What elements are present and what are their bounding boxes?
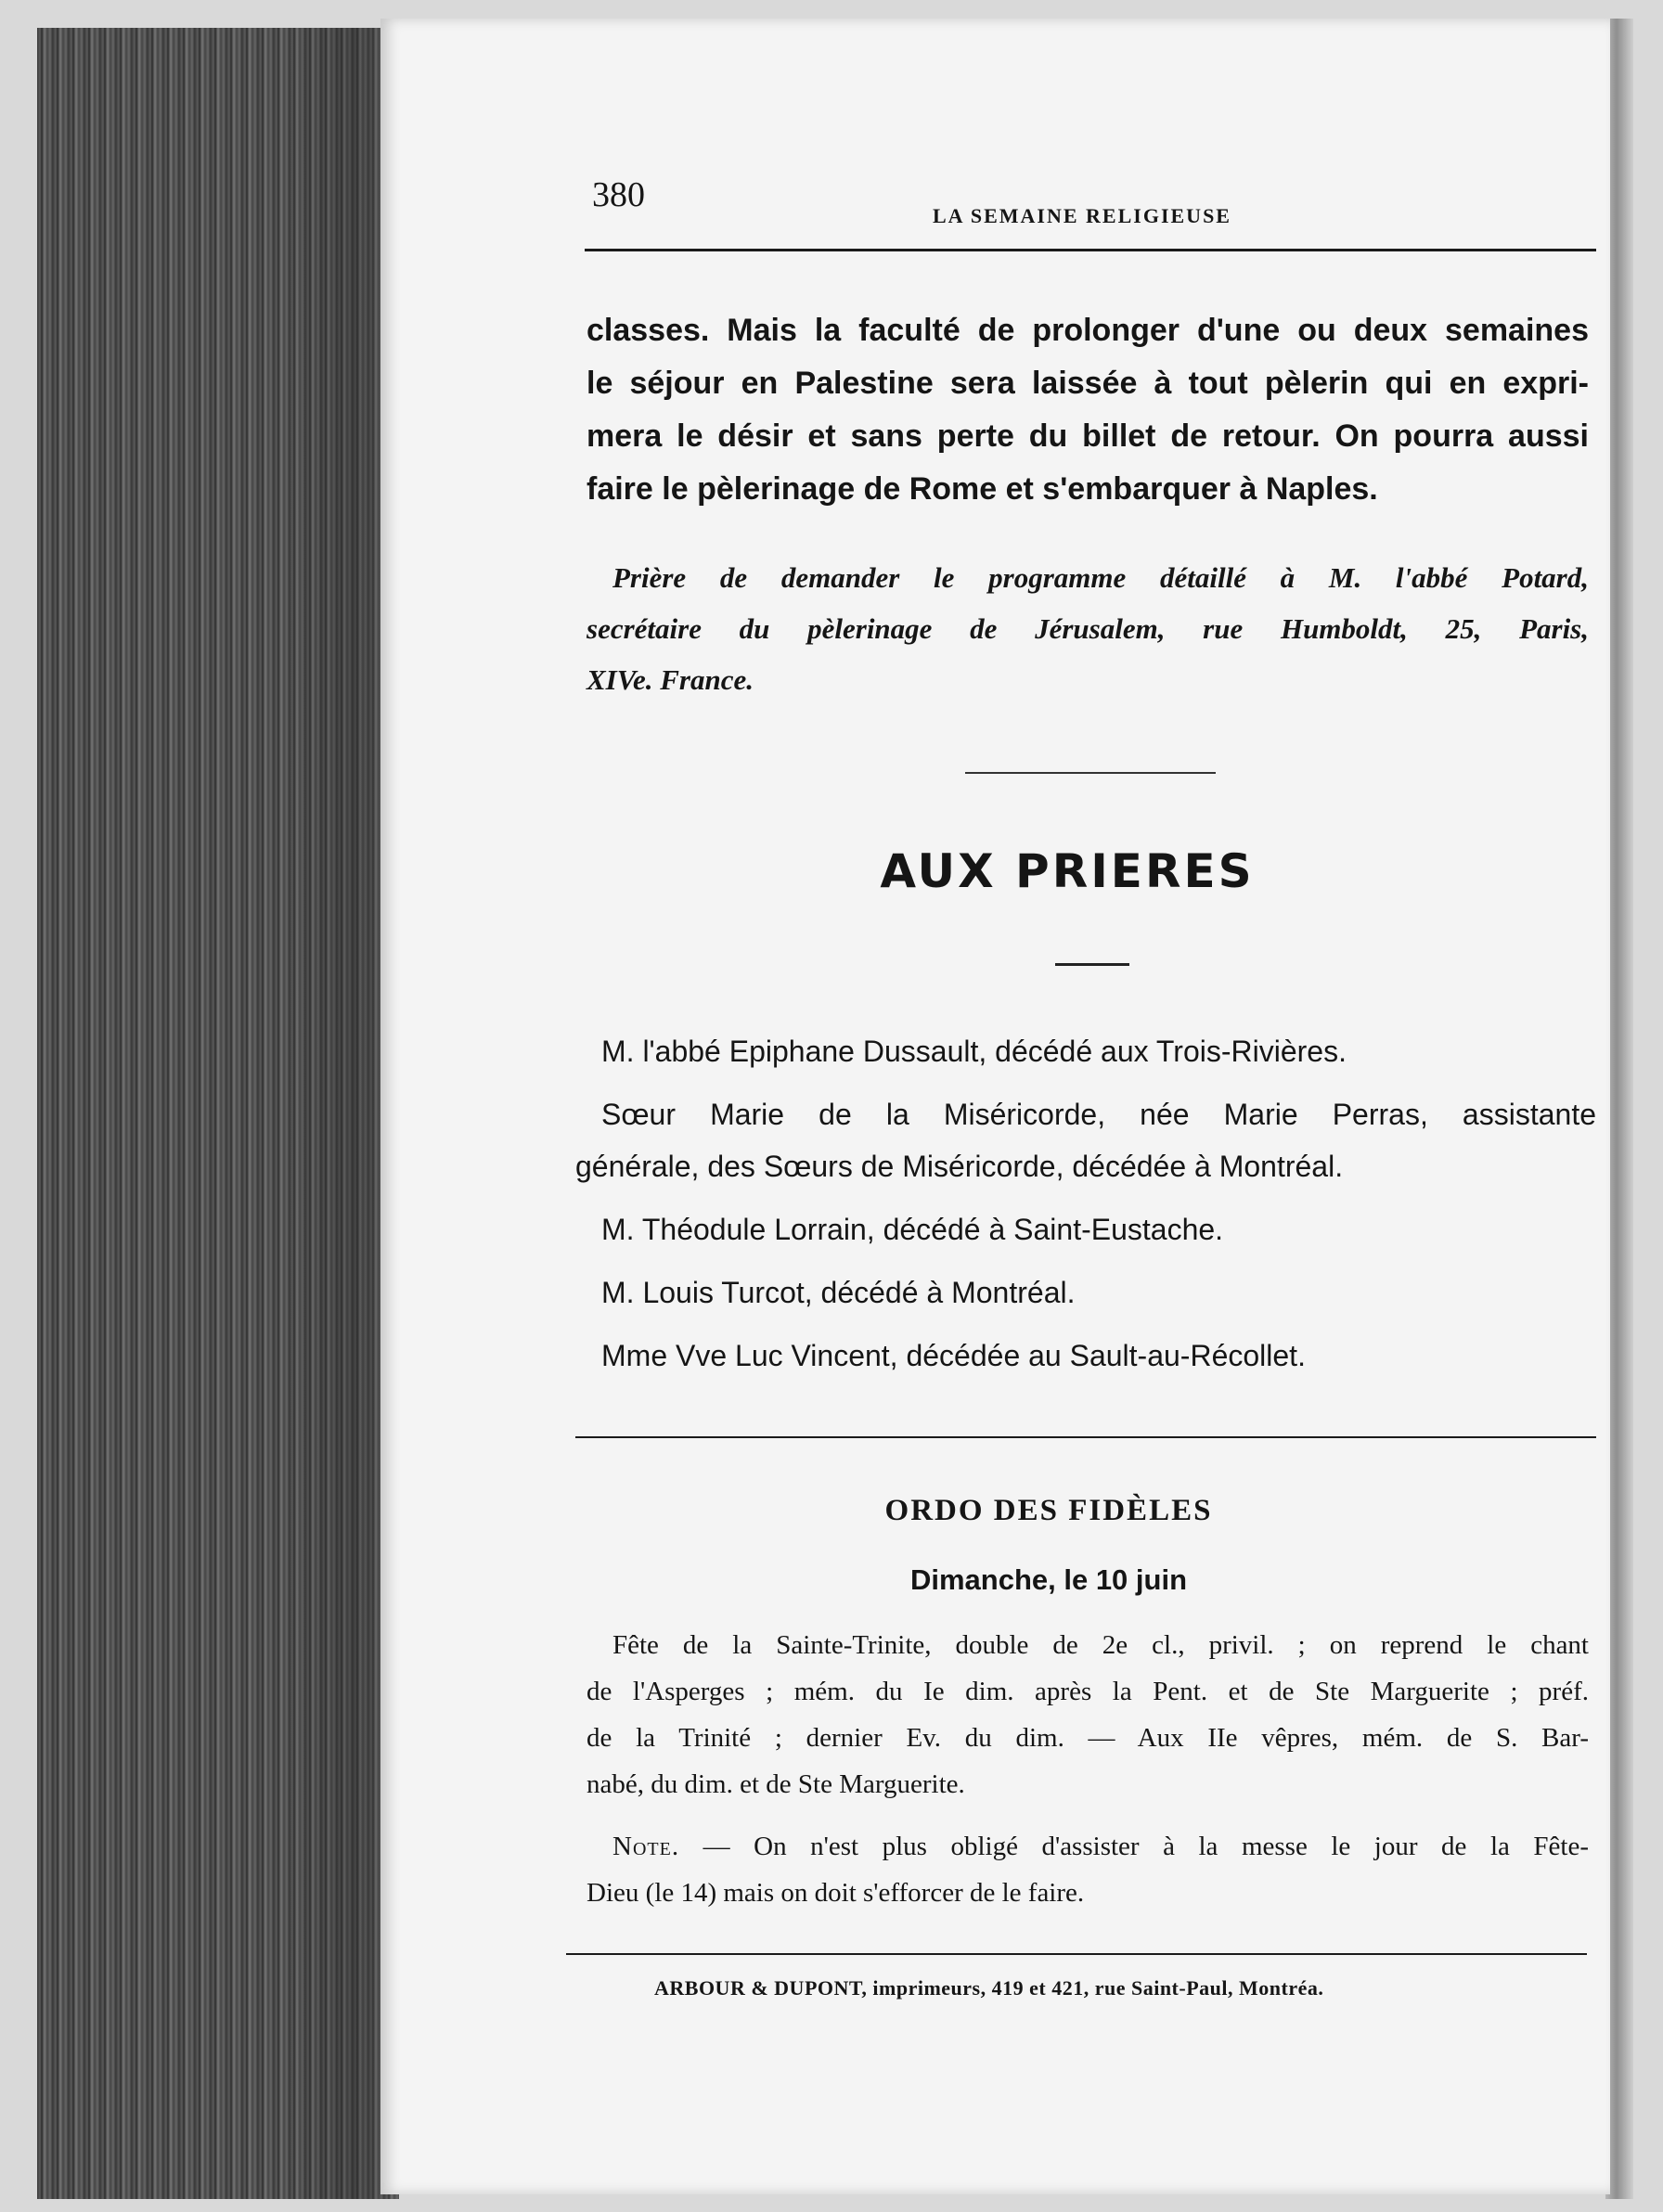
list-item: [575, 1088, 1596, 1192]
prayers-list: [575, 1025, 1596, 1393]
ordo-note: [587, 1823, 1589, 1916]
text-line: Mme Vve Luc Vincent, décédée au Sault-au-Récollet.: [601, 1339, 1306, 1372]
request-note: [587, 552, 1589, 705]
page-number: 380: [592, 175, 645, 214]
text-line: le séjour en Palestine sera laissée à tout pèlerin qui en expri-: [587, 366, 1589, 401]
text-line: [587, 1823, 1589, 1870]
section-separator: [965, 772, 1216, 774]
text-line: de l'Asperges ; mém. du Ie dim. après la Pent. et de Ste Marguerite ; préf.: [587, 1677, 1589, 1706]
header-rule: [585, 249, 1596, 251]
note-label: Note.: [612, 1832, 680, 1861]
ordo-title: ORDO DES FIDÈLES: [884, 1494, 1213, 1527]
text-line: mera le désir et sans perte du billet de retour. On pourra aussi: [587, 418, 1589, 454]
list-item: [575, 1267, 1596, 1318]
text-line: XIVe. France.: [587, 663, 754, 696]
list-item: [575, 1330, 1596, 1382]
note-text: — On n'est plus obligé d'assister à la messe le jour de la Fête-: [703, 1832, 1589, 1861]
text-line: nabé, du dim. et de Ste Marguerite.: [587, 1769, 965, 1799]
text-line: Prière de demander le programme détaillé à M. l'abbé Potard,: [612, 561, 1589, 594]
text-line: Sœur Marie de la Miséricorde, née Marie Perras, assistante: [601, 1098, 1596, 1131]
title-underline: [1055, 963, 1129, 966]
running-head: LA SEMAINE RELIGIEUSE: [933, 204, 1231, 227]
text-line: de la Trinité ; dernier Ev. du dim. — Aux IIe vêpres, mém. de S. Bar-: [587, 1723, 1589, 1753]
ordo-date: Dimanche, le 10 juin: [909, 1563, 1188, 1596]
section-rule: [575, 1436, 1596, 1438]
ordo-paragraph: [587, 1622, 1589, 1807]
prayers-title: AUX PRIERES: [880, 844, 1255, 898]
printed-page: [380, 19, 1610, 2194]
text-line: classes. Mais la faculté de prolonger d'une ou deux semaines: [587, 313, 1589, 348]
text-line: M. Théodule Lorrain, décédé à Saint-Eustache.: [601, 1213, 1224, 1246]
list-item: [575, 1025, 1596, 1077]
printer-imprint: ARBOUR & DUPONT, imprimeurs, 419 et 421, rue Saint-Paul, Montréa.: [654, 1976, 1324, 2000]
text-line: faire le pèlerinage de Rome et s'embarquer à Naples.: [587, 471, 1378, 507]
footer-rule: [566, 1953, 1587, 1955]
text-line: M. l'abbé Epiphane Dussault, décédé aux Trois-Rivières.: [601, 1035, 1347, 1068]
text-line: Fête de la Sainte-Trinite, double de 2e cl., privil. ; on reprend le chant: [612, 1630, 1589, 1660]
text-line: secrétaire du pèlerinage de Jérusalem, rue Humboldt, 25, Paris,: [587, 612, 1589, 645]
list-item: [575, 1203, 1596, 1255]
continuation-paragraph: [587, 304, 1589, 516]
text-line: générale, des Sœurs de Miséricorde, décédée à Montréal.: [575, 1150, 1344, 1183]
text-line: Dieu (le 14) mais on doit s'efforcer de le faire.: [587, 1878, 1085, 1908]
text-line: M. Louis Turcot, décédé à Montréal.: [601, 1276, 1076, 1309]
